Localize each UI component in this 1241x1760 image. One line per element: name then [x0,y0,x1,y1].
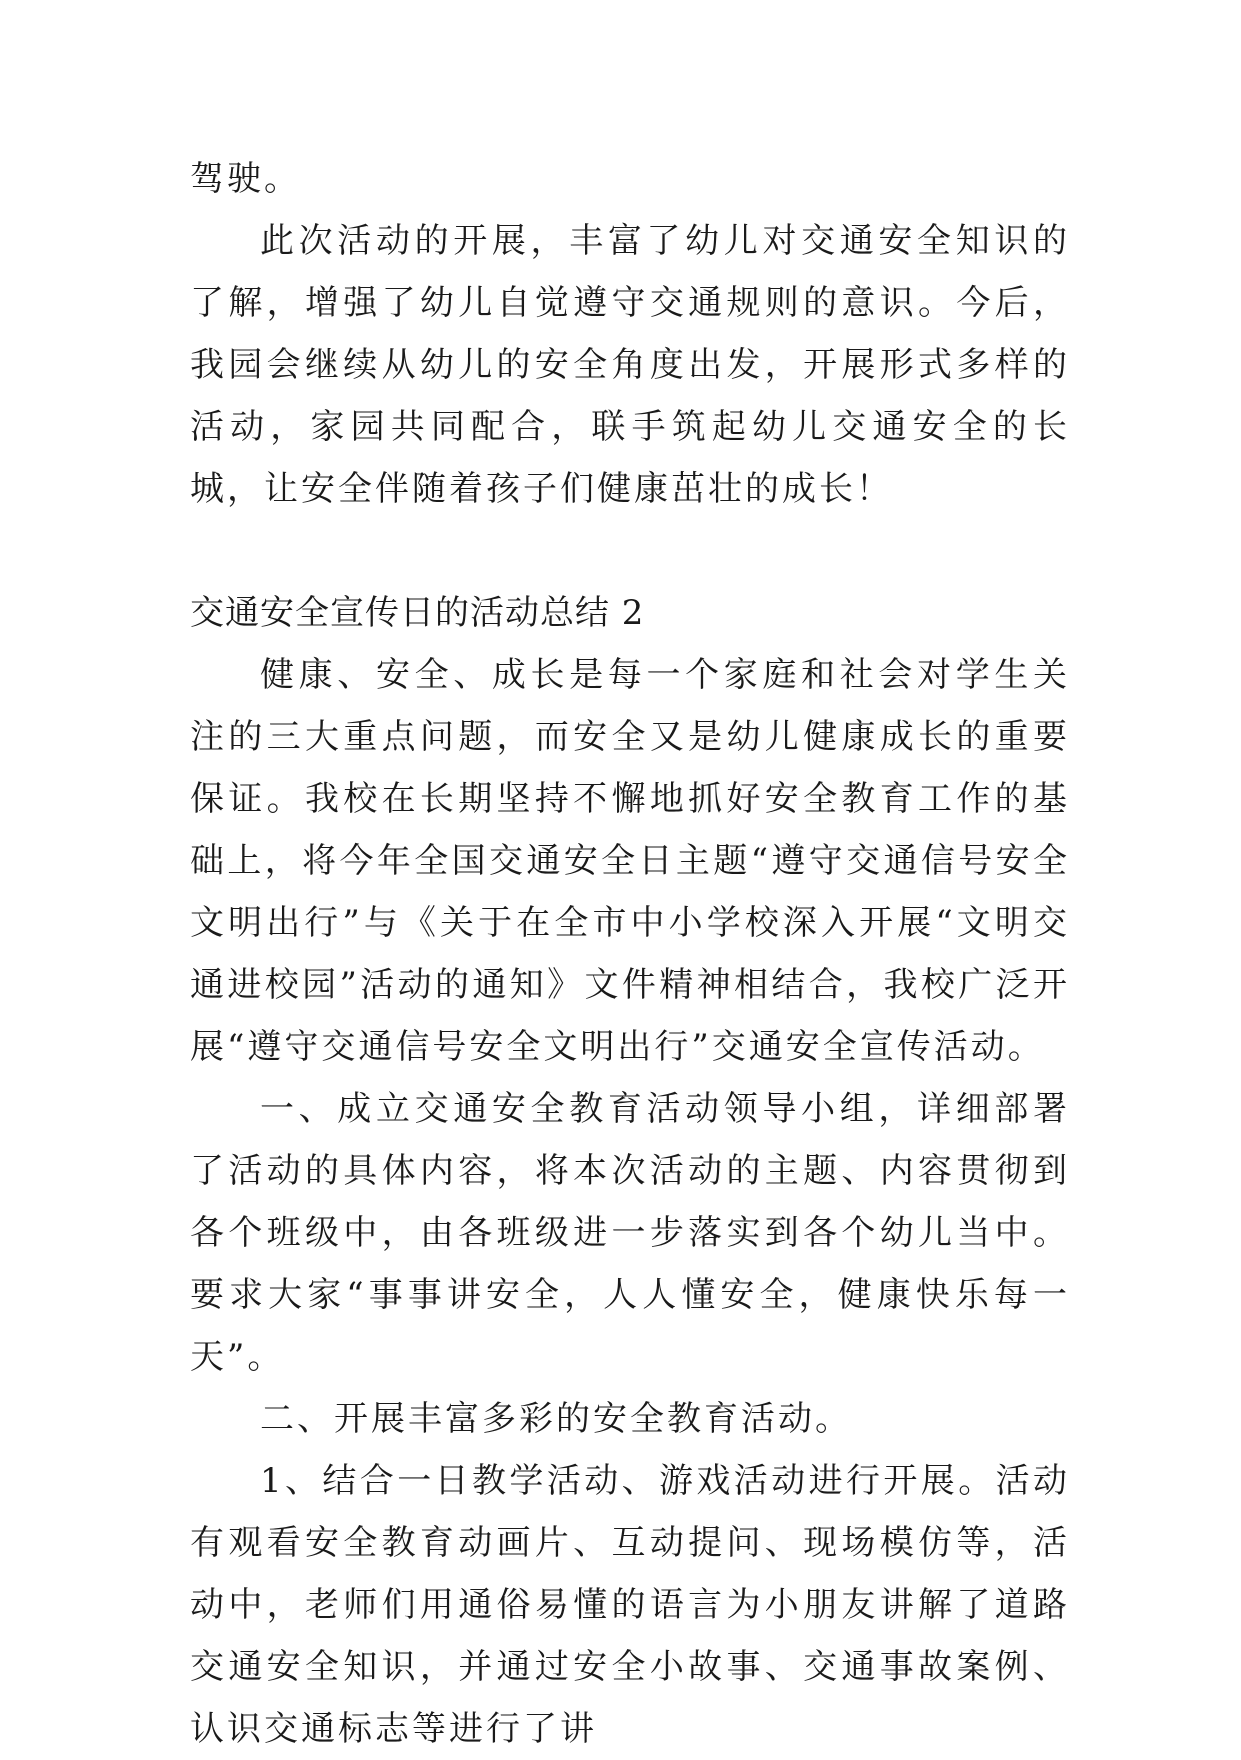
section-gap [190,520,1070,582]
section-title: 交通安全宣传日的活动总结 2 [190,593,645,633]
paragraph: 1、结合一日教学活动、游戏活动进行开展。活动有观看安全教育动画片、互动提问、现场模仿等，活动中，老师们用通俗易懂的语言为小朋友讲解了道路交通安全知识，并通过安全小故事、交通事故案例、认识交通标志等进行了讲 [190,1461,1070,1749]
paragraph: 健康、安全、成长是每一个家庭和社会对学生关注的三大重点问题，而安全又是幼儿健康成长的重要保证。我校在长期坚持不懈地抓好安全教育工作的基础上，将今年全国交通安全日主题“遵守交通信号安全文明出行”与《关于在全市中小学校深入开展“文明交通进校园”活动的通知》文件精神相结合，我校广泛开展“遵守交通信号安全文明出行”交通安全宣传活动。 [190,655,1070,1067]
paragraph: 二、开展丰富多彩的安全教育活动。 [260,1399,852,1439]
paragraph: 一、成立交通安全教育活动领导小组，详细部署了活动的具体内容，将本次活动的主题、内容贯彻到各个班级中，由各班级进一步落实到各个幼儿当中。要求大家“事事讲安全，人人懂安全，健康快乐每一天”。 [190,1089,1070,1377]
paragraph-fragment: 驾驶。 [190,159,301,199]
document-body [190,148,1070,1760]
paragraph: 此次活动的开展，丰富了幼儿对交通安全知识的了解，增强了幼儿自觉遵守交通规则的意识。今后，我园会继续从幼儿的安全角度出发，开展形式多样的活动，家园共同配合，联手筑起幼儿交通安全的长城，让安全伴随着孩子们健康茁壮的成长！ [190,221,1070,509]
